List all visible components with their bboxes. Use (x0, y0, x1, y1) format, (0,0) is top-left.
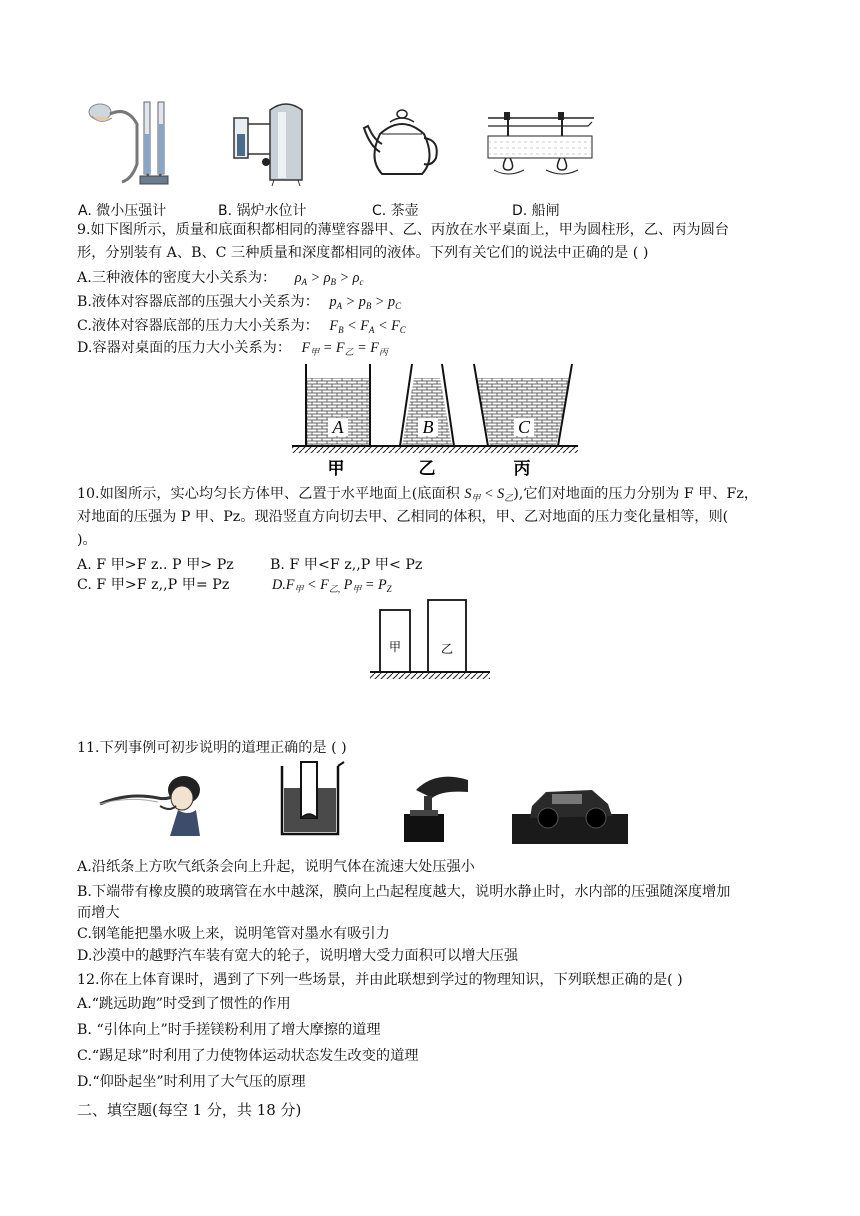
section2-heading: 二、填空题(每空 1 分，共 18 分) (77, 1101, 302, 1119)
container-yi-label: 乙 (418, 459, 436, 479)
fig8-label-b: B. 锅炉水位计 (218, 203, 307, 219)
q12-option-b: B. “引体向上”时手搓镁粉利用了增大摩擦的道理 (77, 1022, 381, 1038)
q9-option-c-math: $F_B < F_A < F_C$ (329, 318, 406, 335)
fig8-label-c: C. 茶壶 (372, 203, 419, 219)
fig8-label-d: D. 船闸 (512, 203, 560, 219)
boiler-water-gauge-image (226, 100, 316, 188)
q11-option-a: A.沿纸条上方吹气纸条会向上升起，说明气体在流速大处压强小 (77, 859, 475, 875)
micro-pressure-gauge-image (82, 94, 192, 189)
q11-option-b-line2: 而增大 (77, 905, 120, 921)
q9-ground-hatch (292, 447, 578, 453)
q11-option-b-line1: B.下端带有橡皮膜的玻璃管在水中越深，膜向上凸起程度越大，说明水静止时，水内部的压强随深度增加 (77, 884, 731, 900)
q9-option-d-text: D.容器对桌面的压力大小关系为： (77, 340, 292, 356)
fountain-pen-image (394, 768, 472, 842)
q9-option-b-math: $p_A > p_B > p_C$ (329, 294, 402, 311)
q11-stem: 11.下列事例可初步说明的道理正确的是 ( ) (77, 740, 347, 756)
offroad-car-image (512, 778, 628, 844)
q9-option-c-text: C.液体对容器底部的压力大小关系为： (77, 318, 319, 334)
q11-option-d: D.沙漠中的越野汽车装有宽大的轮子，说明增大受力面积可以增大压强 (77, 948, 519, 964)
q10-blocks-figure (368, 596, 494, 688)
q10-stem-line2: 对地面的压强为 P 甲、Pz。现沿竖直方向切去甲、乙相同的体积，甲、乙对地面的压力变化量相等，则( (77, 509, 729, 525)
q9-option-d-math: $F_甲 = F_乙 = F_丙$ (301, 340, 388, 357)
q9-option-b (77, 292, 401, 316)
q11-option-c: C.钢笔能把墨水吸上来，说明笔管对墨水有吸引力 (77, 926, 390, 942)
liquid-b-label: B (422, 417, 434, 437)
q10-option-c: C. F 甲>F z,,P 甲= Pz (77, 577, 230, 593)
q9-option-b-text: B.液体对容器底部的压强大小关系为： (77, 294, 319, 310)
q9-option-a-text: A.三种液体的密度大小关系为： (77, 270, 277, 286)
container-jia-label: 甲 (327, 459, 345, 479)
q9-stem-line2: 形，分别装有 A、B、C 三种质量和深度都相同的液体。下列有关它们的说法中正确的是 ( ) (77, 245, 649, 261)
q10-stem-pre: 10.如图所示，实心均匀长方体甲、乙置于水平地面上(底面积 (77, 486, 465, 502)
q10-option-b: B. F 甲<F z,,P 甲< Pz (270, 557, 423, 573)
block-jia-label: 甲 (388, 640, 402, 654)
q10-stem-post: ),它们对地面的压力分别为 F 甲、Fz， (513, 486, 759, 502)
q9-option-d (77, 338, 388, 362)
q12-option-d: D.“仰卧起坐”时利用了大气压的原理 (77, 1074, 306, 1090)
q12-option-a: A.“跳远助跑”时受到了惯性的作用 (77, 996, 291, 1012)
block-yi (428, 600, 466, 672)
container-bing-label: 丙 (513, 459, 531, 479)
ship-lock-image (484, 108, 599, 180)
q12-option-c: C.“踢足球”时利用了力使物体运动状态发生改变的道理 (77, 1048, 419, 1064)
q10-option-d-math: $D.F_甲 < F_{乙,}$ $P_甲 = P_Z$ (272, 577, 392, 594)
liquid-a-label: A (332, 417, 344, 437)
q9-option-c (77, 316, 406, 340)
blowing-paper-image (98, 766, 210, 838)
block-yi-label: 乙 (440, 642, 454, 656)
q10-stem-line1 (77, 484, 758, 508)
q10-option-a: A. F 甲>F z.. P 甲> Pz (77, 557, 234, 573)
q9-containers-figure (290, 360, 580, 480)
q9-option-a-math: $\rho_A > \rho_B > \rho_c$ (294, 270, 364, 287)
q12-stem: 12.你在上体育课时，遇到了下列一些场景，并由此联想到学过的物理知识，下列联想正确的是( ) (77, 972, 683, 988)
fig8-label-a: A. 微小压强计 (78, 203, 167, 219)
teapot-image (360, 104, 442, 184)
q10-ground-hatch (370, 673, 490, 679)
q9-stem-line1: 9.如下图所示，质量和底面积都相同的薄壁容器甲、乙、丙放在水平桌面上，甲为圆柱形，乙、丙为圆台 (77, 222, 729, 238)
q10-stem-math: $S_甲 < S_乙$ (464, 486, 514, 503)
q9-option-a (77, 268, 364, 292)
liquid-c-label: C (517, 417, 531, 437)
tube-in-water-image (276, 760, 346, 838)
q10-stem-line3: )。 (77, 532, 97, 548)
